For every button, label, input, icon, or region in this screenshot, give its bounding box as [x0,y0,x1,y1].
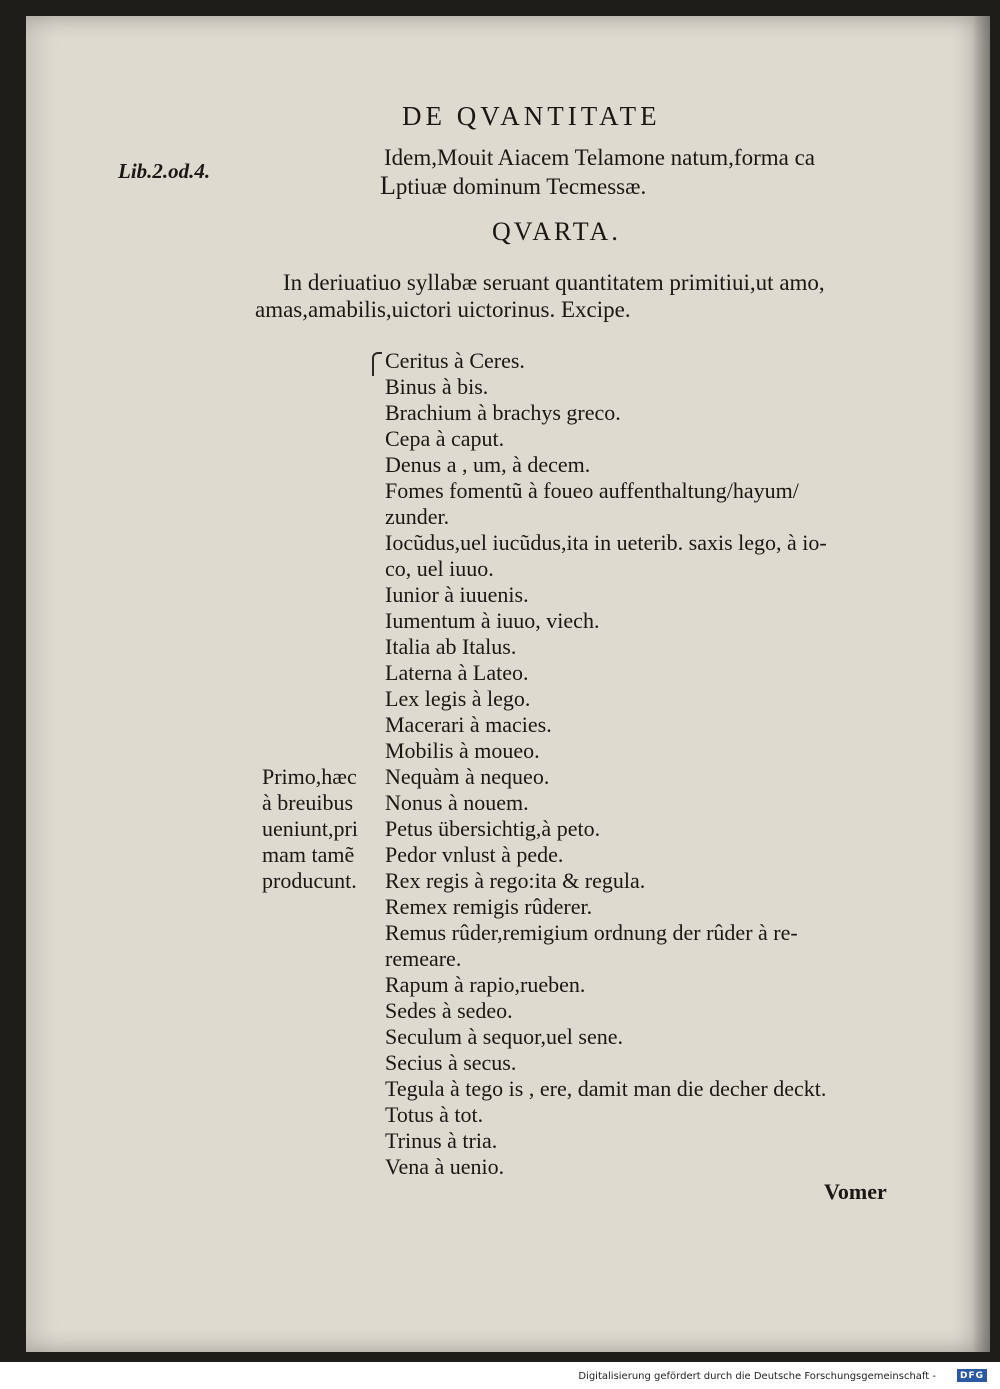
exception-item: Rapum à rapio,rueben. [385,972,586,997]
exception-item: Petus übersichtig,à peto. [385,816,601,841]
exception-item: Fomes fomentũ à foueo auffenthaltung/hayum/ [385,478,799,503]
exception-item: Binus à bis. [385,374,489,399]
exception-item: Iunior à iuuenis. [385,582,529,607]
exception-item: Brachium à brachys greco. [385,400,621,425]
rule-line-2: amas,amabilis,uictori uictorinus. Excipe. [255,297,631,322]
exception-item: Ceritus à Ceres. [385,348,525,373]
side-note-line: mam tamẽ [262,842,355,867]
running-header: DE QVANTITATE [402,101,661,131]
exception-item: Trinus à tria. [385,1128,498,1153]
exception-item: Italia ab Italus. [385,634,517,659]
exception-item: Tegula à tego is , ere, damit man die decher deckt. [385,1076,827,1101]
exception-item: Laterna à Lateo. [385,660,529,685]
rule-title: QVARTA. [492,217,621,246]
exception-item: Seculum à sequor,uel sene. [385,1024,623,1049]
exception-item: Sedes à sedeo. [385,998,513,1023]
page-edge-shadow [972,16,990,1352]
exception-item: Cepa à caput. [385,426,505,451]
exception-item: Secius à secus. [385,1050,517,1075]
footer-text: Digitalisierung gefördert durch die Deutsche Forschungsgemeinschaft - [578,1371,936,1382]
exception-item: Lex legis à lego. [385,686,531,711]
exception-item: remeare. [385,946,462,971]
exception-item: Iumentum à iuuo, viech. [385,608,600,633]
exception-item: zunder. [385,504,450,529]
side-note-line: à breuibus [262,790,354,815]
dfg-logo: DFG [957,1369,987,1382]
exception-item: co, uel iuuo. [385,556,494,581]
list-bracket [372,352,382,376]
rule-line-1: In deriuatiuo syllabæ seruant quantitatem primitiui,ut amo, [283,270,825,295]
exception-item: Iocũdus,uel iucũdus,ita in ueterib. saxis lego, à io- [385,530,827,555]
side-note-line: Primo,hæc [262,764,357,789]
exception-item: Nequàm à nequeo. [385,764,550,789]
exception-item: Totus à tot. [385,1102,484,1127]
exception-item: Vena à uenio. [385,1154,505,1179]
side-note-line: producunt. [262,868,357,893]
exception-item: Mobilis à moueo. [385,738,540,763]
exception-item: Remus rûder,remigium ordnung der rûder à re- [385,920,798,945]
catchword: Vomer [824,1179,887,1204]
exception-item: Pedor vnlust à pede. [385,842,564,867]
exception-item: Rex regis à rego:ita & regula. [385,868,646,893]
citation-line-2-text: ptiuæ dominum Tecmessæ. [395,174,647,199]
citation-line-2: Lptiuæ dominum Tecmessæ. [380,171,647,200]
exception-item: Macerari à macies. [385,712,552,737]
exception-item: Nonus à nouem. [385,790,529,815]
exception-item: Denus a , um, à decem. [385,452,591,477]
citation-line-1: Idem,Mouit Aiacem Telamone natum,forma ca [384,145,815,170]
margin-reference: Lib.2.od.4. [118,159,211,183]
side-note-line: ueniunt,pri [262,816,358,841]
exception-item: Remex remigis rûderer. [385,894,593,919]
